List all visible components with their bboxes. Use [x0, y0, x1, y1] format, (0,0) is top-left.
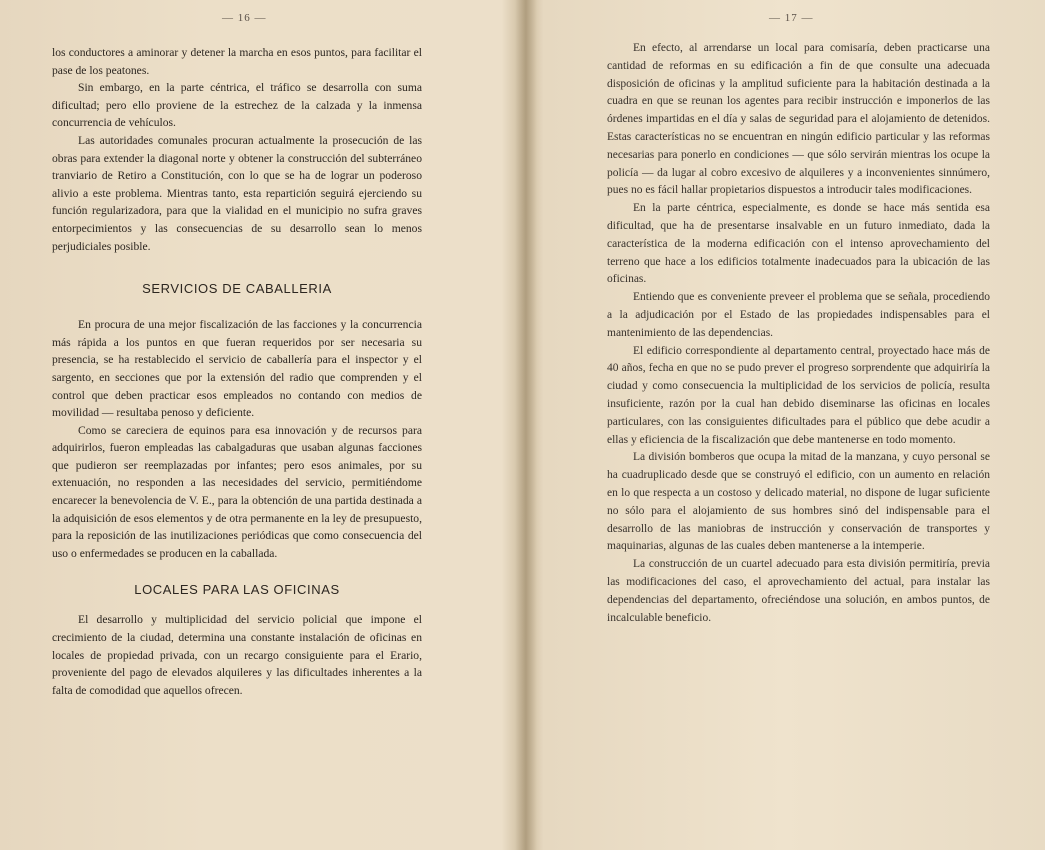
paragraph: La construcción de un cuartel adecuado para esta división permitiría, previa las modificaciones del caso, el aprovechamiento del actual, para instalar las dependencias del departamento, ofreciéndose una solución, en ambos puntos, de incalculable beneficio. [607, 558, 990, 624]
paragraph: El edificio correspondiente al departamento central, proyectado hace más de 40 años, fecha en que no se pudo prever el progreso sorprendente que adquiriría la ciudad y como consecuencia la multiplicidad de los servicios de policía, resulta insuficiente, razón por la cual han debido diseminarse las oficinas en locales particulares, con las consiguientes dificultades para el público que debe acudir a ellas y eficiencia de la fiscalización que debe mantenerse en todo momento. [607, 344, 990, 446]
paragraph: los conductores a aminorar y detener la marcha en esos puntos, para facilitar el pase de los peatones. [52, 46, 422, 77]
paragraph: La división bomberos que ocupa la mitad de la manzana, y cuyo personal se ha cuadruplicado desde que se construyó el edificio, con un aumento en relación en lo que respecta a un costoso y delicado material, no dispone de lugar suficiente no sólo para el alojamiento de sus hombres sinó del indispensable para el desarrollo de las maniobras de instrucción y conservación de transportes y maquinarias, algunas de las cuales deben mantenerse a la intemperie. [607, 451, 990, 553]
left-text-column [52, 44, 422, 699]
right-text-column [607, 40, 990, 627]
right-page [537, 0, 1045, 850]
paragraph: En procura de una mejor fiscalización de las facciones y la concurrencia más rápida a los puntos en que fueran requeridos por ser necesaria su presencia, se ha restablecido el servicio de caballería para el inspector y el sargento, en secciones que por la extensión del radio que comprenden y el control que deben practicar esos empleados no contando con medios de movilidad — resultaba penoso y deficiente. [52, 318, 422, 420]
paragraph: Las autoridades comunales procuran actualmente la prosecución de las obras para extender la diagonal norte y obtener la construcción del subterráneo tranviario de Retiro a Constitución, con lo que se ha de lograr un poderoso alivio a este problema. Mientras tanto, esta repartición seguirá ejerciendo su función regularizadora, para que la vialidad en el municipio no sufra graves entorpecimientos y las consecuencias de su desarrollo sean lo menos perjudiciales posible. [52, 133, 422, 253]
paragraph: El desarrollo y multiplicidad del servicio policial que impone el crecimiento de la ciudad, determina una constante instalación de oficinas en locales de propiedad privada, con un recargo consiguiente para el Erario, proveniente del pago de elevados alquileres y las dificultades inherentes a la falta de comodidad que aquellos ofrecen. [52, 613, 422, 697]
paragraph: Como se careciera de equinos para esa innovación y de recursos para adquirirlos, fueron empleadas las cabalgaduras que usaban algunas facciones que pudieron ser reemplazadas por infantes; pero esos animales, por su extenuación, no responden a las necesidades del servicio, permitiéndome encarecer la benevolencia de V. E., para la obtención de una partida destinada a la adquisición de esos elementos y de otra permanente en la ley de presupuesto, para la reposición de las inutilizaciones periódicas que como consecuencia del uso o enfermedades se producen en la caballada. [52, 423, 422, 560]
paragraph: Entiendo que es conveniente preveer el problema que se señala, procediendo a la adjudicación por el Estado de las propiedades indispensables para el mantenimiento de las dependencias. [607, 291, 990, 339]
section-heading-locales: LOCALES PARA LAS OFICINAS [134, 582, 340, 598]
book-gutter [515, 0, 537, 850]
left-page [0, 0, 515, 850]
paragraph: En la parte céntrica, especialmente, es donde se hace más sentida esa dificultad, que ha de presentarse insalvable en un futuro inmediato, dada la característica de la moderna edificación con el intenso aprovechamiento del terreno que hace a los edificios totalmente inadecuados para la ubicación de las oficinas. [607, 202, 990, 286]
page-number-16: — 16 — [222, 12, 267, 24]
page-number-17: — 17 — [769, 12, 814, 24]
paragraph: Sin embargo, en la parte céntrica, el tráfico se desarrolla con suma dificultad; pero ello proviene de la estrechez de la calzada y la inmensa concurrencia de vehículos. [52, 81, 422, 130]
section-heading-caballeria: SERVICIOS DE CABALLERIA [142, 281, 332, 297]
paragraph: En efecto, al arrendarse un local para comisaría, deben practicarse una cantidad de reformas en su edificación a fin de que consulte una adecuada disposición de oficinas y la amplitud suficiente para la habitación destinada a la cuadra en que se reunan los agentes para recibir instrucción e imponerlos de las órdenes impartidas en el día y salas de seguridad para el alojamiento de detenidos. Estas características no se encuentran en ningún edificio particular y las reformas necesarias para ponerlo en condiciones — que sólo servirán mientras los ocupe la policía — da lugar al cobro excesivo de alquileres y a inconvenientes sinnúmero, pues no es fácil hallar propietarios dispuestos a introducir tales modificaciones. [607, 42, 990, 197]
